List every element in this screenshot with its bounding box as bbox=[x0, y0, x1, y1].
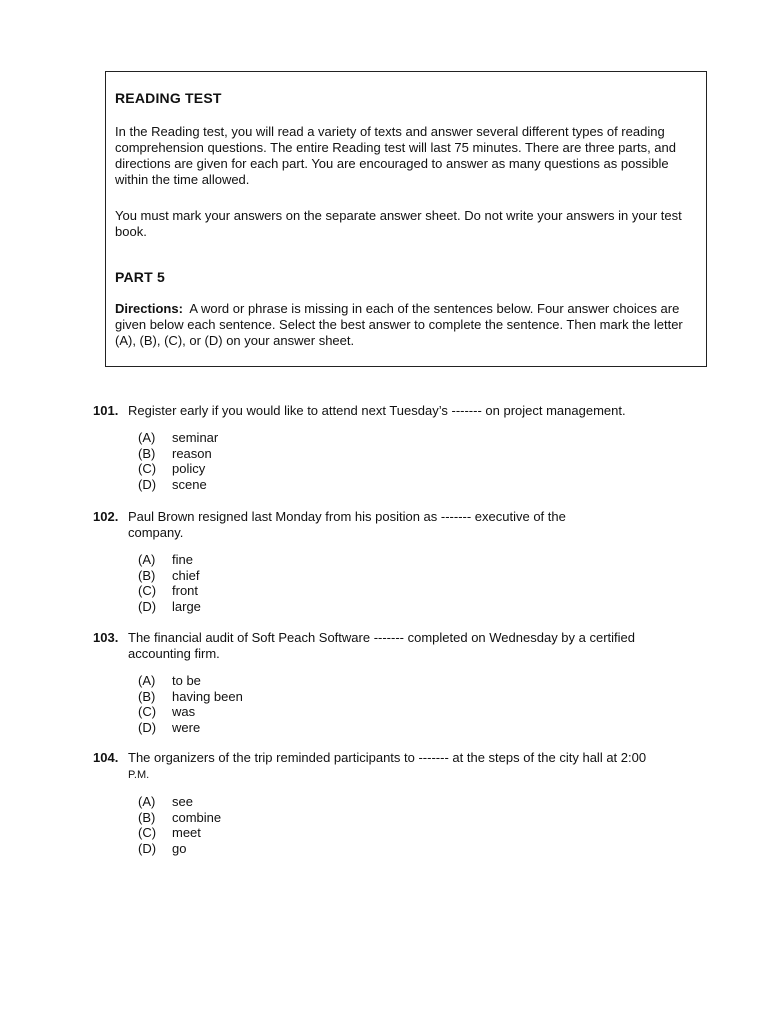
answer-options bbox=[138, 552, 693, 614]
question-103 bbox=[93, 630, 693, 735]
question-104 bbox=[93, 750, 693, 856]
option-b[interactable] bbox=[138, 689, 693, 705]
answer-options bbox=[138, 430, 693, 492]
answer-options bbox=[138, 673, 693, 735]
option-b[interactable] bbox=[138, 446, 693, 462]
option-b[interactable] bbox=[138, 568, 693, 584]
directions-text: A word or phrase is missing in each of the sentences below. Four answer choices are given below each sentence. Select the best answer to complete the sentence. Then mark the letter (A), (B), (C), or (D) on your answer sheet. bbox=[115, 301, 683, 348]
option-c[interactable] bbox=[138, 704, 693, 720]
option-text: front bbox=[172, 583, 199, 598]
option-a[interactable] bbox=[138, 430, 693, 446]
answer-options bbox=[138, 794, 693, 856]
option-letter: (D) bbox=[138, 598, 157, 614]
question-text: The financial audit of Soft Peach Software ------- completed on Wednesday by a certified accounting firm. bbox=[128, 630, 636, 661]
answer-sheet-paragraph: You must mark your answers on the separate answer sheet. Do not write your answers in your test book. bbox=[115, 208, 682, 239]
option-c[interactable] bbox=[138, 583, 693, 599]
reading-test-title: READING TEST bbox=[115, 90, 222, 106]
option-text: was bbox=[172, 704, 196, 719]
option-text: were bbox=[172, 719, 201, 735]
option-letter: (B) bbox=[138, 567, 156, 583]
option-letter: (A) bbox=[138, 552, 156, 567]
directions-label: Directions: bbox=[115, 301, 183, 316]
option-letter: (C) bbox=[138, 704, 157, 719]
option-d[interactable] bbox=[138, 599, 693, 615]
part-title: PART 5 bbox=[115, 269, 165, 285]
option-d[interactable] bbox=[138, 477, 693, 493]
option-letter: (A) bbox=[138, 430, 156, 445]
option-text: having been bbox=[172, 688, 243, 704]
option-text: see bbox=[172, 794, 193, 809]
intro-paragraph: In the Reading test, you will read a variety of texts and answer several different types of reading comprehension questions. The entire Reading test will last 75 minutes. There are three parts, and directions are given for each part. You are encouraged to answer as many questions as possible within the time allowed. bbox=[115, 124, 676, 187]
option-letter: (C) bbox=[138, 825, 157, 840]
question-number: 104. bbox=[93, 750, 119, 765]
option-a[interactable] bbox=[138, 673, 693, 689]
question-text: The organizers of the trip reminded participants to ------- at the steps of the city hall at 2:00 bbox=[128, 750, 647, 765]
option-a[interactable] bbox=[138, 552, 693, 568]
option-c[interactable] bbox=[138, 461, 693, 477]
option-letter: (C) bbox=[138, 583, 157, 598]
option-letter: (B) bbox=[138, 445, 156, 461]
option-letter: (C) bbox=[138, 461, 157, 476]
time-suffix: P.M. bbox=[128, 769, 150, 781]
option-letter: (D) bbox=[138, 719, 157, 735]
option-d[interactable] bbox=[138, 720, 693, 736]
option-letter: (A) bbox=[138, 794, 156, 809]
option-letter: (D) bbox=[138, 840, 157, 856]
option-text: fine bbox=[172, 552, 193, 567]
question-102 bbox=[93, 509, 693, 614]
option-text: combine bbox=[172, 809, 222, 825]
option-text: go bbox=[172, 840, 187, 856]
option-text: policy bbox=[172, 461, 206, 476]
option-text: chief bbox=[172, 567, 200, 583]
option-b[interactable] bbox=[138, 810, 693, 826]
option-c[interactable] bbox=[138, 825, 693, 841]
option-text: scene bbox=[172, 476, 207, 492]
option-a[interactable] bbox=[138, 794, 693, 810]
question-number: 102. bbox=[93, 509, 119, 524]
option-text: reason bbox=[172, 445, 212, 461]
option-letter: (B) bbox=[138, 809, 156, 825]
option-text: to be bbox=[172, 673, 201, 688]
option-text: meet bbox=[172, 825, 201, 840]
question-text: Register early if you would like to attend next Tuesday’s ------- on project management. bbox=[128, 403, 626, 418]
option-text: large bbox=[172, 598, 201, 614]
option-text: seminar bbox=[172, 430, 219, 445]
option-letter: (D) bbox=[138, 476, 157, 492]
option-letter: (A) bbox=[138, 673, 156, 688]
question-text: Paul Brown resigned last Monday from his position as ------- executive of the company. bbox=[128, 509, 566, 540]
instructions-box bbox=[105, 71, 707, 367]
question-number: 101. bbox=[93, 403, 119, 418]
question-101 bbox=[93, 403, 693, 492]
directions bbox=[115, 301, 696, 349]
option-letter: (B) bbox=[138, 688, 156, 704]
question-number: 103. bbox=[93, 630, 119, 645]
option-d[interactable] bbox=[138, 841, 693, 857]
